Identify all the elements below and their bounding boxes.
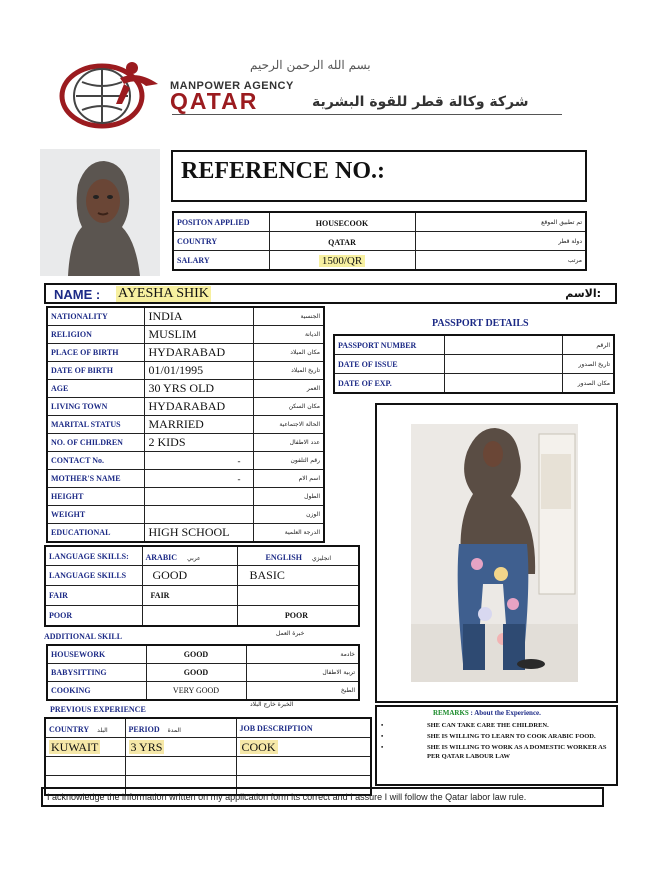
acknowledgement-box xyxy=(41,787,604,807)
personal-arabic: الدرجة العلمية xyxy=(253,524,324,543)
language-row-label: LANGUAGE SKILLS xyxy=(45,566,142,586)
remarks-list xyxy=(381,721,609,763)
position-row xyxy=(173,232,586,251)
position-row xyxy=(173,212,586,232)
personal-label: DATE OF BIRTH xyxy=(47,362,144,380)
experience-col-job: JOB DESCRIPTION xyxy=(236,718,371,738)
experience-title: PREVIOUS EXPERIENCE xyxy=(50,705,146,714)
personal-label: EDUCATIONAL xyxy=(47,524,144,543)
experience-col-country: COUNTRY البلد xyxy=(45,718,125,738)
bullet-icon: • xyxy=(381,744,384,751)
remark-text: SHE IS WILLING TO LEARN TO COOK ARABIC FOOD. xyxy=(427,733,596,740)
personal-row xyxy=(47,506,324,524)
additional-skill-title-arabic: خبرة العمل xyxy=(276,630,305,637)
personal-arabic: الطول xyxy=(253,488,324,506)
personal-value[interactable]: 30 YRS OLD xyxy=(144,380,253,398)
reference-box xyxy=(171,150,587,202)
position-arabic: تم تطبيق الموقع xyxy=(415,212,586,232)
applicant-headshot xyxy=(40,149,160,276)
personal-row xyxy=(47,344,324,362)
skill-label: BABYSITTING xyxy=(47,664,146,682)
passport-row xyxy=(334,355,614,374)
personal-value[interactable]: HYDARABAD xyxy=(144,398,253,416)
experience-country[interactable] xyxy=(45,738,125,757)
personal-row xyxy=(47,398,324,416)
language-row xyxy=(45,566,359,586)
position-label: SALARY xyxy=(173,251,269,271)
personal-arabic: رقم التلفون xyxy=(253,452,324,470)
passport-row xyxy=(334,374,614,394)
experience-period[interactable] xyxy=(125,738,236,757)
personal-value[interactable]: 2 KIDS xyxy=(144,434,253,452)
language-table xyxy=(44,545,360,627)
experience-job[interactable] xyxy=(236,738,371,757)
experience-period[interactable] xyxy=(125,757,236,776)
language-english-level[interactable] xyxy=(237,586,359,606)
personal-row xyxy=(47,524,324,543)
remarks-title: REMARKS xyxy=(433,709,469,717)
personal-value[interactable]: MARRIED xyxy=(144,416,253,434)
bullet-icon: • xyxy=(381,733,384,740)
passport-label: PASSPORT NUMBER xyxy=(334,335,444,355)
personal-label: MARITAL STATUS xyxy=(47,416,144,434)
personal-arabic: مكان السكن xyxy=(253,398,324,416)
personal-label: WEIGHT xyxy=(47,506,144,524)
passport-arabic: تاريخ الصدور xyxy=(562,355,614,374)
additional-skill-table xyxy=(46,644,360,701)
position-value[interactable] xyxy=(269,232,415,251)
experience-country-text: KUWAIT xyxy=(51,740,99,754)
language-row-label: POOR xyxy=(45,606,142,627)
personal-row xyxy=(47,434,324,452)
personal-details-table xyxy=(46,306,325,543)
bullet-icon: • xyxy=(381,722,384,729)
personal-row xyxy=(47,416,324,434)
position-value[interactable] xyxy=(269,251,415,271)
language-row xyxy=(45,606,359,627)
passport-table xyxy=(333,334,615,394)
applicant-full-photo xyxy=(411,424,578,682)
personal-value[interactable]: MUSLIM xyxy=(144,326,253,344)
additional-skill-title: ADDITIONAL SKILL xyxy=(44,632,123,641)
passport-label: DATE OF ISSUE xyxy=(334,355,444,374)
position-value-text: QATAR xyxy=(328,238,356,247)
remark-item xyxy=(381,732,609,741)
personal-label: NO. OF CHILDREN xyxy=(47,434,144,452)
experience-period-text: 3 YRS xyxy=(130,740,163,754)
passport-arabic: مكان الصدور xyxy=(562,374,614,394)
agency-name-big: QATAR xyxy=(170,88,259,114)
language-arabic-level[interactable] xyxy=(142,606,237,627)
passport-label: DATE OF EXP. xyxy=(334,374,444,394)
header-rule xyxy=(172,114,562,115)
skill-label: COOKING xyxy=(47,682,146,701)
personal-value[interactable]: HIGH SCHOOL xyxy=(144,524,253,543)
personal-value[interactable]: HYDARABAD xyxy=(144,344,253,362)
passport-value[interactable] xyxy=(444,335,562,355)
personal-label: LIVING TOWN xyxy=(47,398,144,416)
position-row xyxy=(173,251,586,271)
experience-title-arabic: الخبرة خارج البلاد xyxy=(250,701,294,708)
remarks-box xyxy=(375,705,618,786)
language-english-level[interactable]: POOR xyxy=(237,606,359,627)
skill-row xyxy=(47,664,359,682)
personal-label: PLACE OF BIRTH xyxy=(47,344,144,362)
agency-name-arabic: شركة وكالة قطر للقوة البشرية xyxy=(312,94,529,110)
personal-arabic: اسم الام xyxy=(253,470,324,488)
personal-row xyxy=(47,380,324,398)
personal-value[interactable] xyxy=(144,488,253,506)
passport-arabic: الرقم xyxy=(562,335,614,355)
skill-arabic: خادمة xyxy=(246,645,359,664)
remark-text: SHE CAN TAKE CARE THE CHILDREN. xyxy=(427,722,549,729)
remark-item xyxy=(381,743,609,761)
remark-item xyxy=(381,721,609,730)
personal-value[interactable] xyxy=(144,506,253,524)
full-photo-frame xyxy=(375,403,618,703)
position-value[interactable] xyxy=(269,212,415,232)
language-header-english: ENGLISH انجليزي xyxy=(237,546,359,566)
skill-level[interactable]: VERY GOOD xyxy=(146,682,246,701)
skill-label: HOUSEWORK xyxy=(47,645,146,664)
personal-row xyxy=(47,452,324,470)
position-arabic: مرتب xyxy=(415,251,586,271)
remarks-subtitle: : About the Experience. xyxy=(470,709,541,717)
skill-arabic: تربية الاطفال xyxy=(246,664,359,682)
personal-arabic: الوزن xyxy=(253,506,324,524)
personal-arabic: الجنسية xyxy=(253,307,324,326)
personal-value[interactable]: - xyxy=(144,452,253,470)
skill-row xyxy=(47,682,359,701)
agency-name-small: MANPOWER AGENCY xyxy=(170,80,294,92)
personal-arabic: الديانة xyxy=(253,326,324,344)
passport-row xyxy=(334,335,614,355)
experience-table xyxy=(44,717,372,796)
language-english-level[interactable]: BASIC xyxy=(237,566,359,586)
name-label: NAME : xyxy=(54,287,101,302)
name-arabic: الاسم: xyxy=(565,287,601,300)
bismillah-calligraphy: بسم الله الرحمن الرحيم xyxy=(250,58,371,72)
experience-job-text: COOK xyxy=(241,740,276,754)
personal-row xyxy=(47,326,324,344)
reference-label: REFERENCE NO.: xyxy=(181,158,386,184)
position-table xyxy=(172,211,587,271)
experience-country[interactable] xyxy=(45,757,125,776)
language-header-label: LANGUAGE SKILLS: xyxy=(45,546,142,566)
passport-value[interactable] xyxy=(444,355,562,374)
personal-arabic: العمر xyxy=(253,380,324,398)
language-row-label: FAIR xyxy=(45,586,142,606)
personal-row xyxy=(47,362,324,380)
language-arabic-level[interactable]: FAIR xyxy=(142,586,237,606)
personal-label: AGE xyxy=(47,380,144,398)
personal-label: RELIGION xyxy=(47,326,144,344)
agency-logo xyxy=(58,58,168,130)
name-bar xyxy=(44,283,617,304)
personal-label: CONTACT No. xyxy=(47,452,144,470)
personal-row xyxy=(47,470,324,488)
language-header-arabic: ARABIC عربي xyxy=(142,546,237,566)
personal-label: NATIONALITY xyxy=(47,307,144,326)
experience-job[interactable] xyxy=(236,757,371,776)
passport-value[interactable] xyxy=(444,374,562,394)
experience-col-period: PERIOD المدة xyxy=(125,718,236,738)
passport-title: PASSPORT DETAILS xyxy=(432,318,529,329)
language-arabic-level[interactable]: GOOD xyxy=(142,566,237,586)
remarks-heading xyxy=(433,709,541,717)
personal-value[interactable]: INDIA xyxy=(144,307,253,326)
experience-row xyxy=(45,738,371,757)
personal-value[interactable]: - xyxy=(144,470,253,488)
skill-arabic: الطبخ xyxy=(246,682,359,701)
position-arabic: دولة قطر xyxy=(415,232,586,251)
personal-arabic: تاريخ الميلاد xyxy=(253,362,324,380)
skill-level[interactable]: GOOD xyxy=(146,664,246,682)
personal-arabic: مكان الميلاد xyxy=(253,344,324,362)
personal-row xyxy=(47,488,324,506)
personal-arabic: عدد الاطفال xyxy=(253,434,324,452)
position-value-text: HOUSECOOK xyxy=(315,219,369,228)
personal-label: HEIGHT xyxy=(47,488,144,506)
skill-level[interactable]: GOOD xyxy=(146,645,246,664)
position-value-text: 1500/QR xyxy=(319,255,365,267)
remark-text: SHE IS WILLING TO WORK AS A DOMESTIC WORKER AS PER QATAR LABOUR LAW xyxy=(427,744,607,760)
personal-label: MOTHER'S NAME xyxy=(47,470,144,488)
name-value[interactable]: AYESHA SHIK xyxy=(118,286,209,301)
position-label: COUNTRY xyxy=(173,232,269,251)
language-row xyxy=(45,586,359,606)
personal-arabic: الحالة الاجتماعية xyxy=(253,416,324,434)
position-label: POSITON APPLIED xyxy=(173,212,269,232)
acknowledgement-text: I acknowledge the information written on my application form its correct and I assure I will follow the Qatar labor law rule. xyxy=(47,792,527,802)
experience-row xyxy=(45,757,371,776)
personal-row xyxy=(47,307,324,326)
skill-row xyxy=(47,645,359,664)
personal-value[interactable]: 01/01/1995 xyxy=(144,362,253,380)
